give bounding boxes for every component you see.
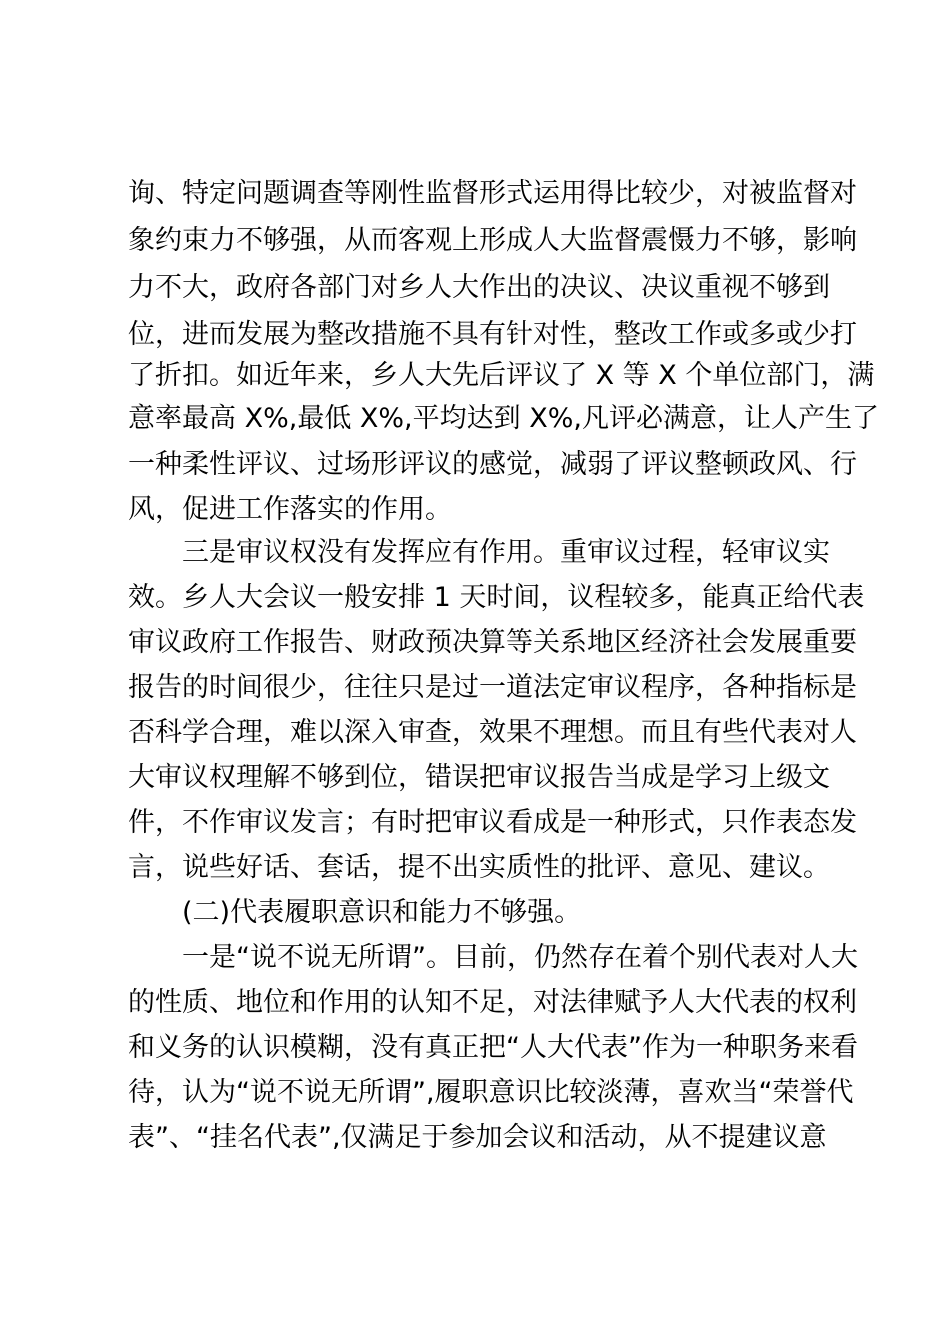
text-line: 三是审议权没有发挥应有作用。重审议过程，轻审议实	[182, 537, 830, 568]
text-line: 审议政府工作报告、财政预决算等关系地区经济社会发展重要	[128, 627, 857, 658]
text-line: 一种柔性评议、过场形评议的感觉，减弱了评议整顿政风、行	[128, 449, 857, 480]
text-line: 风，促进工作落实的作用。	[128, 494, 452, 525]
text-line: 件，不作审议发言；有时把审议看成是一种形式，只作表态发	[128, 807, 857, 838]
text-line: 一是“说不说无所谓”。目前，仍然存在着个别代表对人大	[182, 942, 858, 973]
text-line: 位，进而发展为整改措施不具有针对性，整改工作或多或少打	[128, 319, 857, 350]
text-line: 否科学合理，难以深入审查，效果不理想。而且有些代表对人	[128, 717, 857, 748]
text-line: 询、特定问题调查等刚性监督形式运用得比较少，对被监督对	[128, 178, 857, 209]
text-line: 和义务的认识模糊，没有真正把“人大代表”作为一种职务来看	[128, 1032, 858, 1063]
text-line: 言，说些好话、套话，提不出实质性的批评、意见、建议。	[128, 852, 830, 883]
text-line: 表”、“挂名代表”,仅满足于参加会议和活动，从不提建议意	[128, 1122, 827, 1153]
text-line: 报告的时间很少，往往只是过一道法定审议程序，各种指标是	[128, 672, 857, 703]
text-line: 效。乡人大会议一般安排 1 天时间，议程较多，能真正给代表	[128, 582, 865, 613]
text-line: 待，认为“说不说无所谓”,履职意识比较淡薄，喜欢当“荣誉代	[128, 1077, 854, 1108]
text-line: 了折扣。如近年来，乡人大先后评议了 X 等 X 个单位部门，满	[128, 360, 875, 391]
text-line: 的性质、地位和作用的认知不足，对法律赋予人大代表的权利	[128, 987, 857, 1018]
text-line: 力不大，政府各部门对乡人大作出的决议、决议重视不够到	[128, 272, 830, 303]
text-line: 大审议权理解不够到位，错误把审议报告当成是学习上级文	[128, 762, 830, 793]
text-line: 象约束力不够强，从而客观上形成人大监督震慑力不够，影响	[128, 225, 857, 256]
text-line: 意率最高 X%,最低 X%,平均达到 X%,凡评必满意，让人产生了	[128, 403, 879, 434]
section-heading: (二)代表履职意识和能力不够强。	[182, 897, 582, 928]
